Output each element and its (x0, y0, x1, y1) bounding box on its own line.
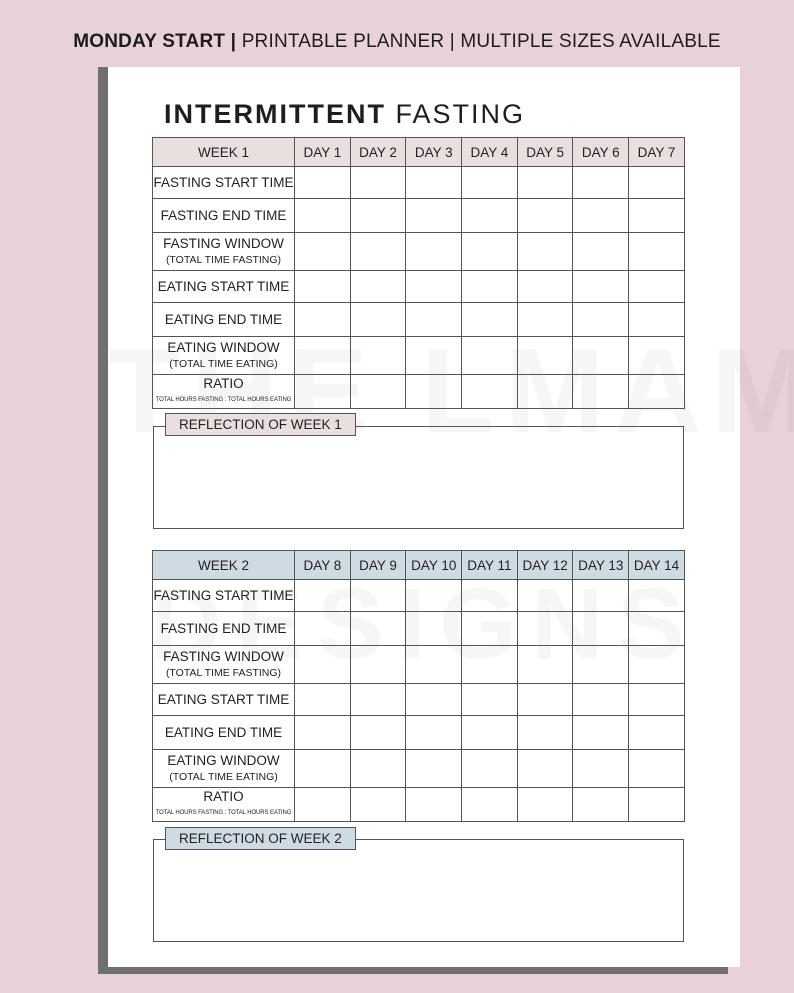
entry-cell[interactable] (462, 303, 518, 337)
planner-page (108, 67, 740, 967)
entry-cell[interactable] (350, 167, 406, 199)
entry-cell[interactable] (629, 167, 685, 199)
entry-cell[interactable] (629, 646, 685, 684)
entry-cell[interactable] (517, 684, 573, 716)
entry-cell[interactable] (295, 303, 351, 337)
entry-cell[interactable] (406, 646, 462, 684)
entry-cell[interactable] (517, 646, 573, 684)
entry-cell[interactable] (462, 750, 518, 788)
entry-cell[interactable] (573, 303, 629, 337)
entry-cell[interactable] (462, 716, 518, 750)
day-header: DAY 11 (462, 551, 518, 580)
entry-cell[interactable] (350, 716, 406, 750)
entry-cell[interactable] (629, 199, 685, 233)
entry-cell[interactable] (406, 271, 462, 303)
entry-cell[interactable] (517, 612, 573, 646)
entry-cell[interactable] (462, 684, 518, 716)
entry-cell[interactable] (517, 199, 573, 233)
week1-header: WEEK 1 (153, 138, 295, 167)
entry-cell[interactable] (517, 788, 573, 822)
entry-cell[interactable] (629, 233, 685, 271)
row-label: FASTING START TIME (153, 580, 295, 612)
week2-header-row (153, 551, 685, 580)
entry-cell[interactable] (573, 612, 629, 646)
entry-cell[interactable] (350, 580, 406, 612)
entry-cell[interactable] (629, 580, 685, 612)
banner-sep: | (225, 31, 242, 52)
table-row (153, 580, 685, 612)
table-row (153, 375, 685, 409)
entry-cell[interactable] (629, 716, 685, 750)
entry-cell[interactable] (573, 684, 629, 716)
week1-header-row (153, 138, 685, 167)
entry-cell[interactable] (573, 646, 629, 684)
row-label: EATING START TIME (153, 271, 295, 303)
entry-cell[interactable] (517, 271, 573, 303)
table-row (153, 271, 685, 303)
day-header: DAY 9 (350, 551, 406, 580)
entry-cell[interactable] (517, 303, 573, 337)
entry-cell[interactable] (295, 646, 351, 684)
row-label: FASTING WINDOW (TOTAL TIME FASTING) (153, 233, 295, 271)
row-label: EATING START TIME (153, 684, 295, 716)
entry-cell[interactable] (629, 612, 685, 646)
entry-cell[interactable] (573, 337, 629, 375)
entry-cell[interactable] (406, 684, 462, 716)
entry-cell[interactable] (350, 303, 406, 337)
day-header: DAY 1 (295, 138, 351, 167)
entry-cell[interactable] (573, 233, 629, 271)
entry-cell[interactable] (295, 684, 351, 716)
title-light: FASTING (395, 99, 526, 129)
entry-cell[interactable] (462, 788, 518, 822)
week1-table (152, 137, 685, 409)
day-header: DAY 7 (629, 138, 685, 167)
entry-cell[interactable] (573, 271, 629, 303)
entry-cell[interactable] (406, 375, 462, 409)
entry-cell[interactable] (350, 337, 406, 375)
row-label: FASTING END TIME (153, 612, 295, 646)
entry-cell[interactable] (462, 646, 518, 684)
banner (0, 31, 794, 53)
row-label: FASTING WINDOW (TOTAL TIME FASTING) (153, 646, 295, 684)
entry-cell[interactable] (629, 684, 685, 716)
day-header: DAY 4 (462, 138, 518, 167)
day-header: DAY 6 (573, 138, 629, 167)
entry-cell[interactable] (406, 716, 462, 750)
entry-cell[interactable] (629, 271, 685, 303)
banner-bold: MONDAY START (73, 31, 226, 52)
entry-cell[interactable] (350, 199, 406, 233)
day-header: DAY 10 (406, 551, 462, 580)
entry-cell[interactable] (573, 716, 629, 750)
entry-cell[interactable] (517, 375, 573, 409)
entry-cell[interactable] (462, 375, 518, 409)
entry-cell[interactable] (462, 233, 518, 271)
entry-cell[interactable] (462, 580, 518, 612)
day-header: DAY 5 (517, 138, 573, 167)
entry-cell[interactable] (406, 788, 462, 822)
day-header: DAY 8 (295, 551, 351, 580)
reflection-week1-label: REFLECTION OF WEEK 1 (165, 413, 356, 436)
banner-sep: | (444, 31, 461, 52)
day-header: DAY 14 (629, 551, 685, 580)
page-title (164, 99, 525, 130)
entry-cell[interactable] (517, 337, 573, 375)
entry-cell[interactable] (406, 612, 462, 646)
entry-cell[interactable] (350, 750, 406, 788)
table-row (153, 646, 685, 684)
entry-cell[interactable] (295, 199, 351, 233)
entry-cell[interactable] (295, 580, 351, 612)
entry-cell[interactable] (462, 271, 518, 303)
entry-cell[interactable] (462, 199, 518, 233)
entry-cell[interactable] (406, 233, 462, 271)
entry-cell[interactable] (295, 750, 351, 788)
banner-text1: PRINTABLE PLANNER (241, 31, 445, 52)
row-label: EATING END TIME (153, 303, 295, 337)
entry-cell[interactable] (517, 167, 573, 199)
entry-cell[interactable] (350, 375, 406, 409)
row-label: FASTING START TIME (153, 167, 295, 199)
table-row (153, 612, 685, 646)
entry-cell[interactable] (350, 233, 406, 271)
entry-cell[interactable] (517, 580, 573, 612)
entry-cell[interactable] (350, 646, 406, 684)
entry-cell[interactable] (517, 750, 573, 788)
row-label: FASTING END TIME (153, 199, 295, 233)
row-label: EATING END TIME (153, 716, 295, 750)
entry-cell[interactable] (517, 716, 573, 750)
reflection-week2-label: REFLECTION OF WEEK 2 (165, 827, 356, 850)
table-row (153, 750, 685, 788)
table-row (153, 167, 685, 199)
entry-cell[interactable] (573, 375, 629, 409)
entry-cell[interactable] (295, 271, 351, 303)
entry-cell[interactable] (629, 375, 685, 409)
entry-cell[interactable] (406, 337, 462, 375)
table-row (153, 337, 685, 375)
week2-table (152, 550, 685, 822)
entry-cell[interactable] (629, 337, 685, 375)
table-row (153, 199, 685, 233)
entry-cell[interactable] (629, 303, 685, 337)
table-row (153, 233, 685, 271)
table-row (153, 716, 685, 750)
entry-cell[interactable] (406, 167, 462, 199)
entry-cell[interactable] (406, 750, 462, 788)
entry-cell[interactable] (350, 788, 406, 822)
day-header: DAY 13 (573, 551, 629, 580)
entry-cell[interactable] (573, 167, 629, 199)
entry-cell[interactable] (573, 580, 629, 612)
row-label: RATIO TOTAL HOURS FASTING : TOTAL HOURS EATING (153, 375, 295, 409)
row-label: RATIO TOTAL HOURS FASTING : TOTAL HOURS EATING (153, 788, 295, 822)
day-header: DAY 12 (517, 551, 573, 580)
entry-cell[interactable] (295, 612, 351, 646)
table-row (153, 684, 685, 716)
entry-cell[interactable] (406, 580, 462, 612)
entry-cell[interactable] (406, 303, 462, 337)
day-header: DAY 3 (406, 138, 462, 167)
row-label: EATING WINDOW (TOTAL TIME EATING) (153, 337, 295, 375)
entry-cell[interactable] (573, 199, 629, 233)
entry-cell[interactable] (295, 375, 351, 409)
table-row (153, 788, 685, 822)
entry-cell[interactable] (295, 716, 351, 750)
row-label: EATING WINDOW (TOTAL TIME EATING) (153, 750, 295, 788)
entry-cell[interactable] (295, 337, 351, 375)
entry-cell[interactable] (629, 788, 685, 822)
entry-cell[interactable] (462, 612, 518, 646)
entry-cell[interactable] (295, 233, 351, 271)
entry-cell[interactable] (629, 750, 685, 788)
title-bold: INTERMITTENT (164, 99, 386, 129)
table-row (153, 303, 685, 337)
entry-cell[interactable] (350, 271, 406, 303)
entry-cell[interactable] (462, 337, 518, 375)
entry-cell[interactable] (462, 167, 518, 199)
entry-cell[interactable] (295, 788, 351, 822)
reflection-week2-box[interactable] (153, 839, 684, 942)
entry-cell[interactable] (350, 612, 406, 646)
entry-cell[interactable] (573, 750, 629, 788)
entry-cell[interactable] (517, 233, 573, 271)
reflection-week1-box[interactable] (153, 426, 684, 529)
week2-header: WEEK 2 (153, 551, 295, 580)
entry-cell[interactable] (295, 167, 351, 199)
day-header: DAY 2 (350, 138, 406, 167)
banner-text2: MULTIPLE SIZES AVAILABLE (460, 31, 721, 52)
entry-cell[interactable] (406, 199, 462, 233)
entry-cell[interactable] (350, 684, 406, 716)
entry-cell[interactable] (573, 788, 629, 822)
